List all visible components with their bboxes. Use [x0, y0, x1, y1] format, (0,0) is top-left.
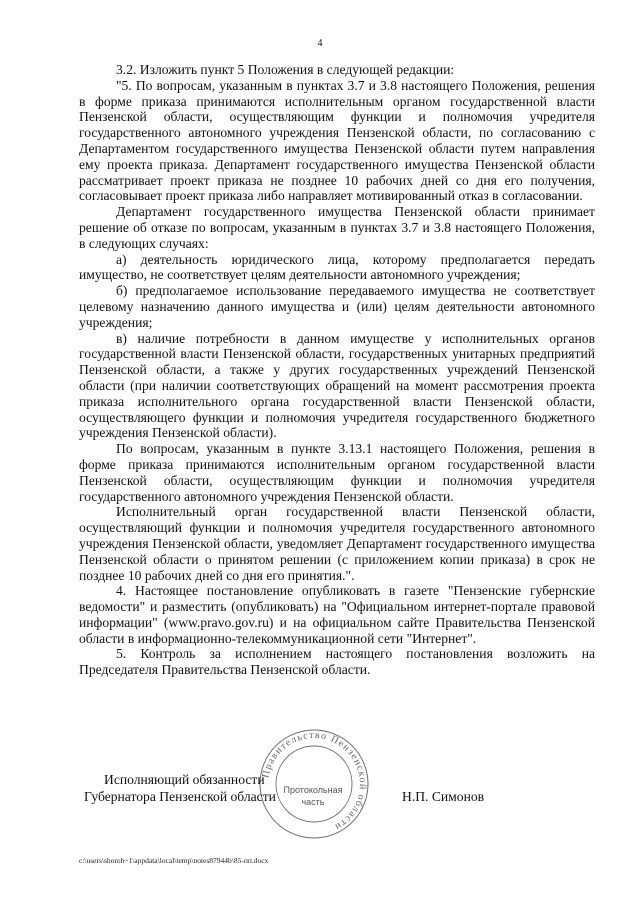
document-body [79, 62, 595, 678]
signature-block [84, 772, 544, 832]
seal-label-line1: Протокольная [283, 785, 343, 795]
page-number: 4 [317, 38, 323, 49]
file-path-footer: c:\users\shoroh~1\appdata\local\temp\notes87944b\85-пп.docx [79, 856, 269, 865]
paragraph-5-control: 5. Контроль за исполнением настоящего постановления возложить на Председателя Правительства Пензенской области. [79, 646, 595, 678]
paragraph-item-a: а) деятельность юридического лица, которому предполагается передать имущество, не соответствует целям деятельности автономного учреждения; [79, 251, 595, 283]
seal-label-line2: часть [301, 797, 325, 807]
paragraph-4-publication: 4. Настоящее постановление опубликовать в газете "Пензенские губернские ведомости" и разместить (опубликовать) на "Официальном интернет-портале правовой информации" (www.pravo.gov.ru) и на официальном сайте Правительства Пензенской области в информационно-телекоммуникационной сети "Интернет". [79, 583, 595, 646]
seal-ring-text: Правительство Пензенской области [260, 729, 369, 833]
paragraph-notification: Исполнительный орган государственной власти Пензенской области, осуществляющий функции и полномочия учредителя государственного автономного учреждения Пензенской области, уведомляет Департамент государственного имущества Пензенской области о принятом решении (с приложением копии приказа) в срок не позднее 10 рабочих дней со дня его принятия.". [79, 504, 595, 583]
paragraph-refusal-intro: Департамент государственного имущества Пензенской области принимает решение об отказе по вопросам, указанным в пунктах 3.7 и 3.8 настоящего Положения, в следующих случаях: [79, 204, 595, 251]
signatory-name: Н.П. Симонов [402, 789, 485, 804]
paragraph-3-13-1: По вопросам, указанным в пункте 3.13.1 настоящего Положения, решения в форме приказа принимаются исполнительным органом государственной власти Пензенской области, осуществляющим функции и полномочия учредителя государственного автономного учреждения Пензенской области. [79, 441, 595, 504]
paragraph-item-b: б) предполагаемое использование передаваемого имущества не соответствует целевому назначению данного имущества и (или) целям деятельности автономного учреждения; [79, 283, 595, 330]
paragraph-3-2: 3.2. Изложить пункт 5 Положения в следующей редакции: [116, 62, 455, 77]
signatory-title-line2: Губернатора Пензенской области [84, 789, 276, 804]
paragraph-item-v: в) наличие потребности в данном имуществе у исполнительных органов государственной власти Пензенской области, государственных унитарных предприятий Пензенской области, а также у других государственных учреждений Пензенской области (при наличии соответствующих обращений на момент рассмотрения проекта приказа исполнительного органа государственной власти Пензенской области, осуществляющего функции и полномочия учредителя государственного бюджетного учреждения Пензенской области). [79, 330, 595, 441]
paragraph-5-main: "5. По вопросам, указанным в пунктах 3.7 и 3.8 настоящего Положения, решения в форме приказа принимаются исполнительным органом государственной власти Пензенской области, осуществляющим функции и полномочия учредителя государственного автономного учреждения Пензенской области, по согласованию с Департаментом государственного имущества Пензенской области путем направления ему проекта приказа. Департамент государственного имущества Пензенской области рассматривает проект приказа не позднее 10 рабочих дней со дня его получения, согласовывает проект приказа либо направляет мотивированный отказ в согласовании. [79, 77, 595, 204]
signatory-title-line1: Исполняющий обязанности [104, 772, 265, 787]
